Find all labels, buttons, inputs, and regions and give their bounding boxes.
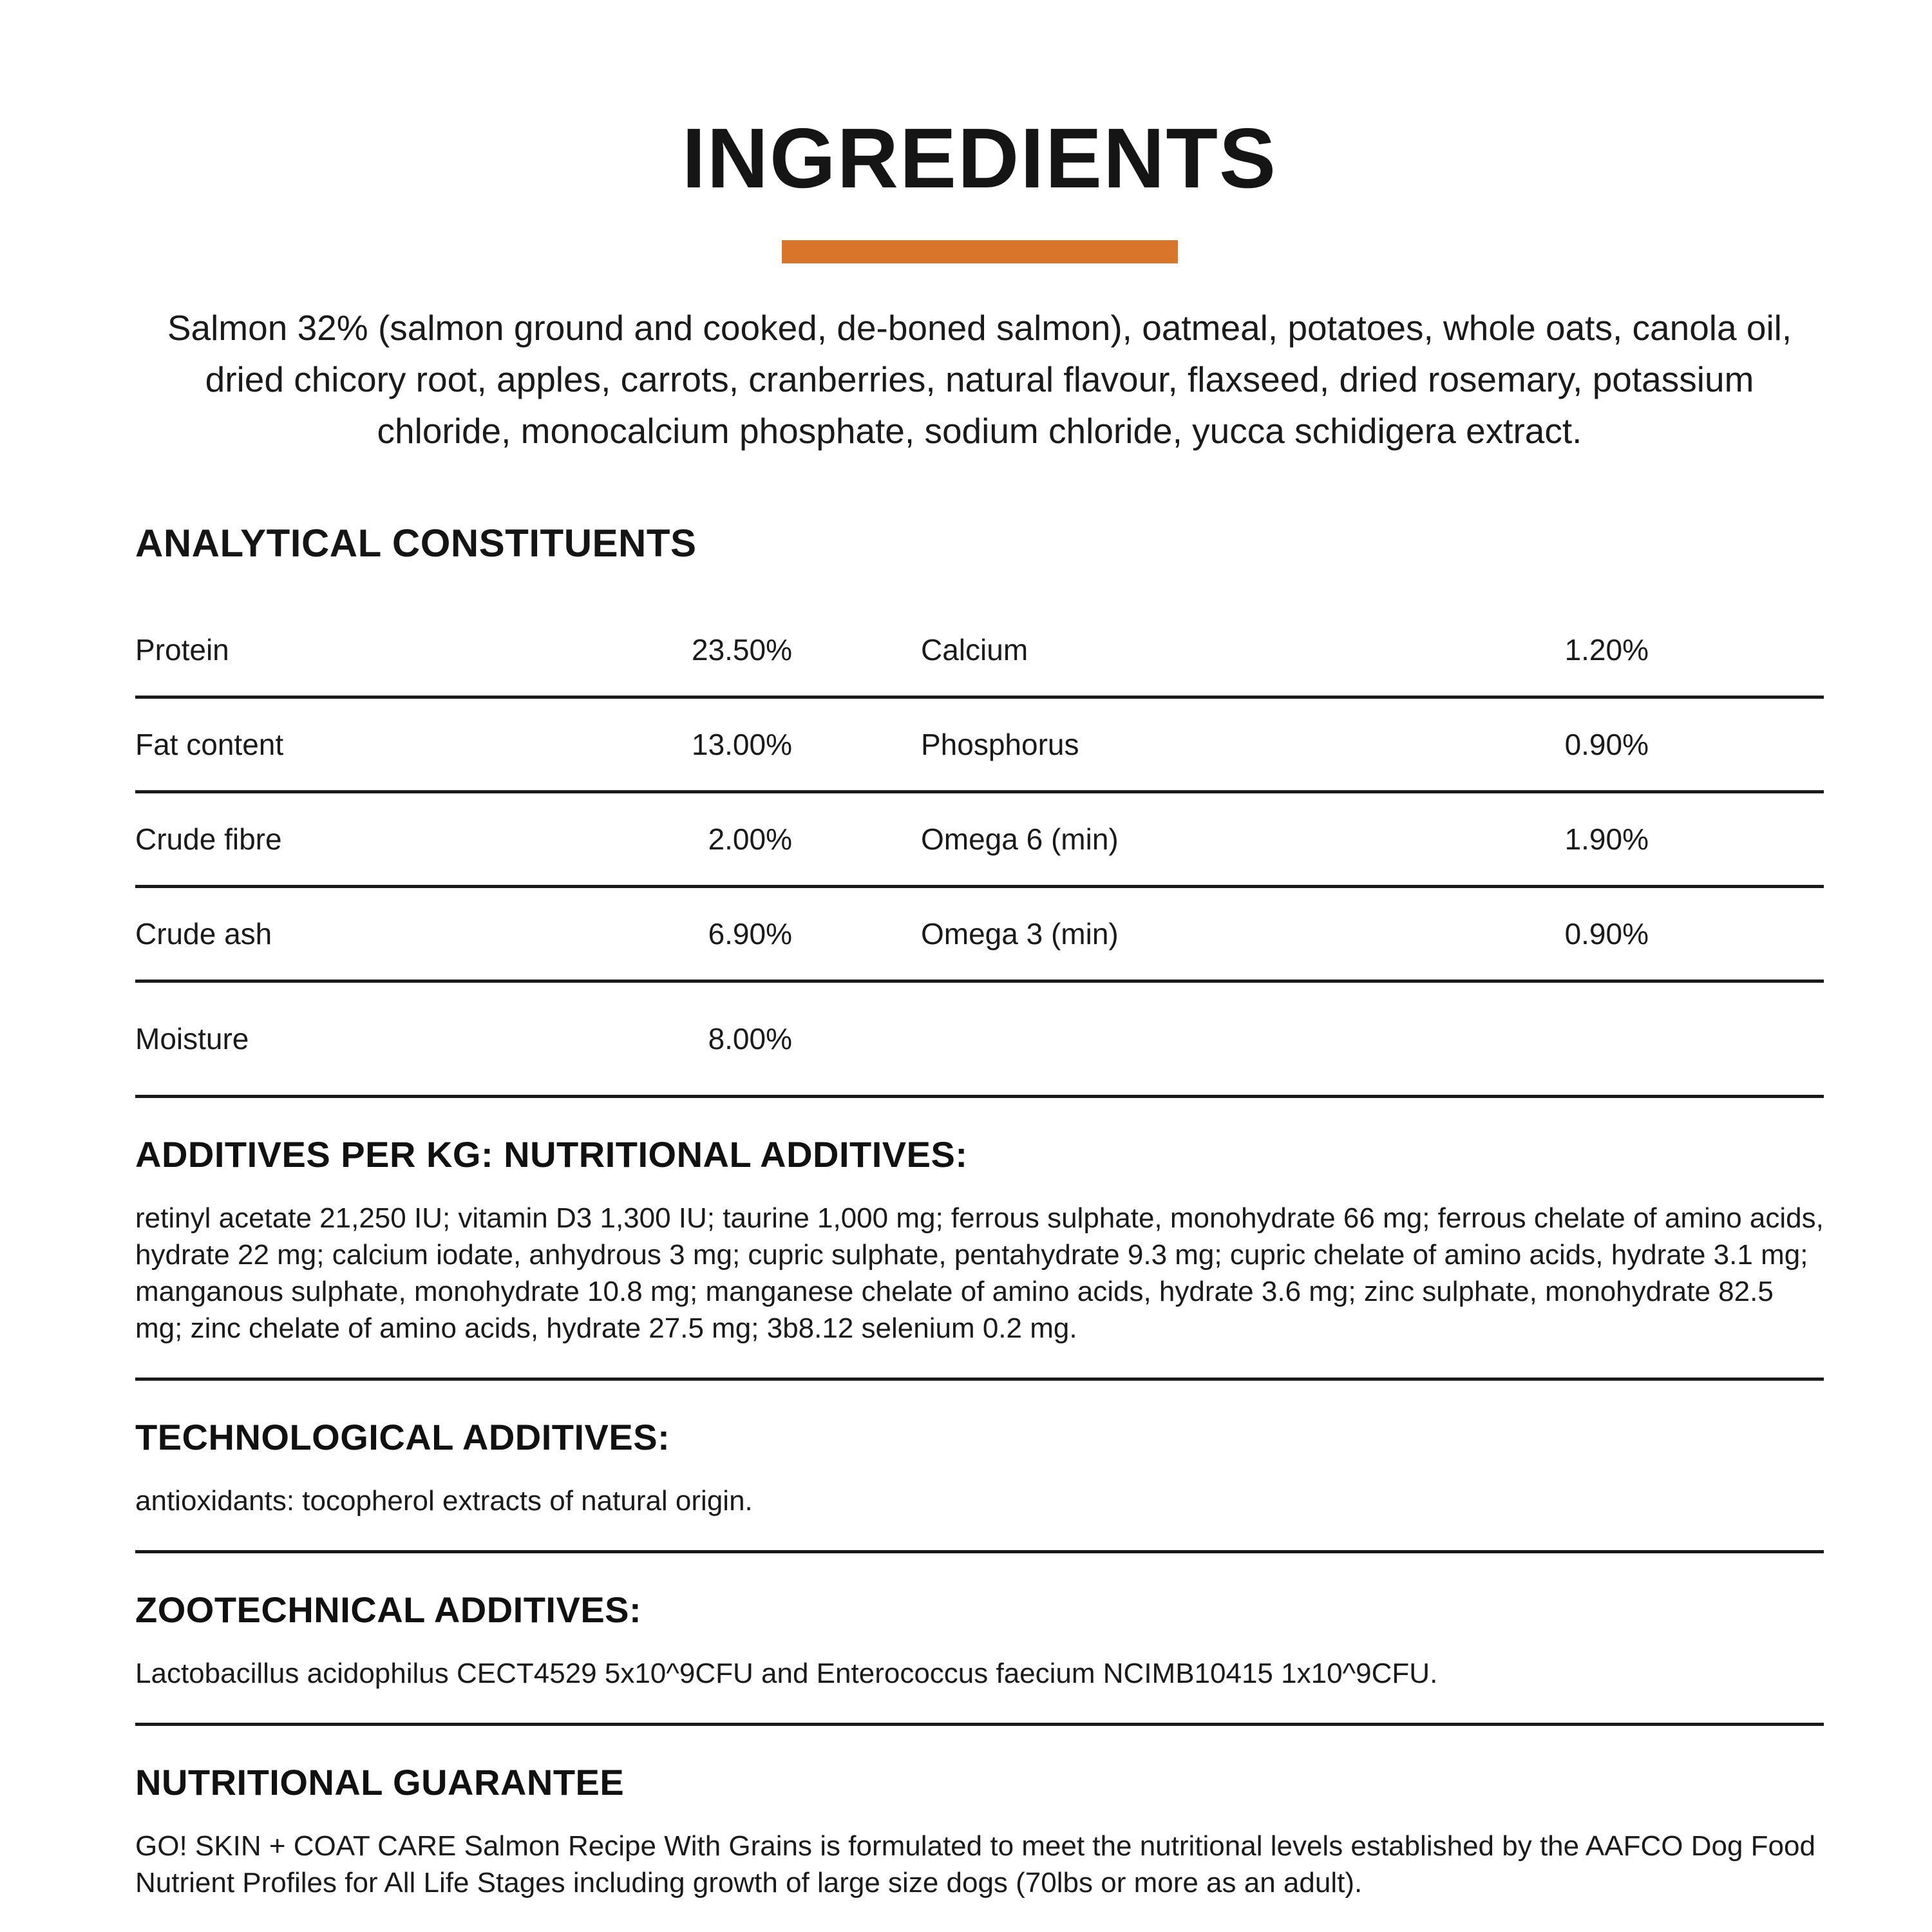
nutrient-value: 1.20%: [1564, 633, 1649, 667]
ingredients-paragraph: Salmon 32% (salmon ground and cooked, de-boned salmon), oatmeal, potatoes, whole oats, canola oil, dried chicory root, apples, carrots, cranberries, natural flavour, flaxseed, dried rosemary, potassium chloride, monocalcium phosphate, sodium chloride, yucca schidigera extract.: [167, 308, 1792, 451]
section-nutritional-guarantee: [135, 1761, 1824, 1901]
nutrient-value: 0.90%: [1564, 728, 1649, 761]
nutrient-label: Fat content: [135, 728, 284, 761]
section-divider: [135, 1723, 1824, 1726]
nutrient-label: Moisture: [135, 1022, 249, 1056]
zootechnical-additives-body: Lactobacillus acidophilus CECT4529 5x10^9CFU and Enterococcus faecium NCIMB10415 1x10^9CFU.: [135, 1658, 1438, 1689]
section-divider: [135, 1550, 1824, 1553]
nutrient-value: 13.00%: [691, 728, 792, 761]
page-title: INGREDIENTS: [681, 111, 1278, 205]
technological-additives-heading: TECHNOLOGICAL ADDITIVES:: [135, 1417, 670, 1457]
nutrient-label: Crude fibre: [135, 822, 282, 856]
nutrient-value: 1.90%: [1564, 822, 1649, 856]
nutrient-value: 23.50%: [691, 633, 792, 667]
analytical-constituents-table: [135, 604, 1824, 1098]
table-row: [135, 793, 1824, 888]
section-divider: [135, 1378, 1824, 1381]
section-zootechnical-additives: [135, 1589, 1824, 1726]
nutrient-value: 6.90%: [708, 917, 792, 951]
nutrient-label: Calcium: [921, 633, 1028, 667]
nutritional-additives-body: retinyl acetate 21,250 IU; vitamin D3 1,300 IU; taurine 1,000 mg; ferrous sulphate, monohydrate 66 mg; ferrous chelate of amino acids, hydrate 22 mg; calcium iodate, anhydrous 3 mg; cupric sulphate, pentahydrate 9.3 mg; cupric chelate of amino acids, hydrate 3.1 mg; manganous sulphate, monohydrate 10.8 mg; manganese chelate of amino acids, hydrate 3.6 mg; zinc sulphate, monohydrate 82.5 mg; zinc chelate of amino acids, hydrate 27.5 mg; 3b8.12 selenium 0.2 mg.: [135, 1202, 1824, 1344]
table-row: [135, 604, 1824, 699]
zootechnical-additives-heading: ZOOTECHNICAL ADDITIVES:: [135, 1589, 642, 1630]
title-divider: [782, 240, 1178, 263]
nutrient-label: Protein: [135, 633, 229, 667]
analytical-constituents-heading: ANALYTICAL CONSTITUENTS: [135, 522, 697, 565]
table-row: [135, 983, 1824, 1098]
nutritional-guarantee-heading: NUTRITIONAL GUARANTEE: [135, 1762, 625, 1803]
nutrient-value: 8.00%: [708, 1022, 792, 1056]
table-row: [135, 699, 1824, 793]
nutrient-value: 2.00%: [708, 822, 792, 856]
nutrient-value: 0.90%: [1564, 917, 1649, 951]
nutrient-label: Omega 6 (min): [921, 822, 1119, 856]
nutrient-label: Phosphorus: [921, 728, 1079, 761]
table-row: [135, 888, 1824, 983]
nutritional-additives-heading: ADDITIVES PER KG: NUTRITIONAL ADDITIVES:: [135, 1134, 968, 1175]
technological-additives-body: antioxidants: tocopherol extracts of natural origin.: [135, 1485, 753, 1517]
nutrient-label: Omega 3 (min): [921, 917, 1119, 951]
nutritional-guarantee-body: GO! SKIN + COAT CARE Salmon Recipe With Grains is formulated to meet the nutritional levels established by the AAFCO Dog Food Nutrient Profiles for All Life Stages including growth of large size dogs (70lbs or more as an adult).: [135, 1830, 1815, 1899]
section-technological-additives: [135, 1416, 1824, 1553]
section-nutritional-additives: [135, 1133, 1824, 1381]
nutrient-label: Crude ash: [135, 917, 272, 951]
